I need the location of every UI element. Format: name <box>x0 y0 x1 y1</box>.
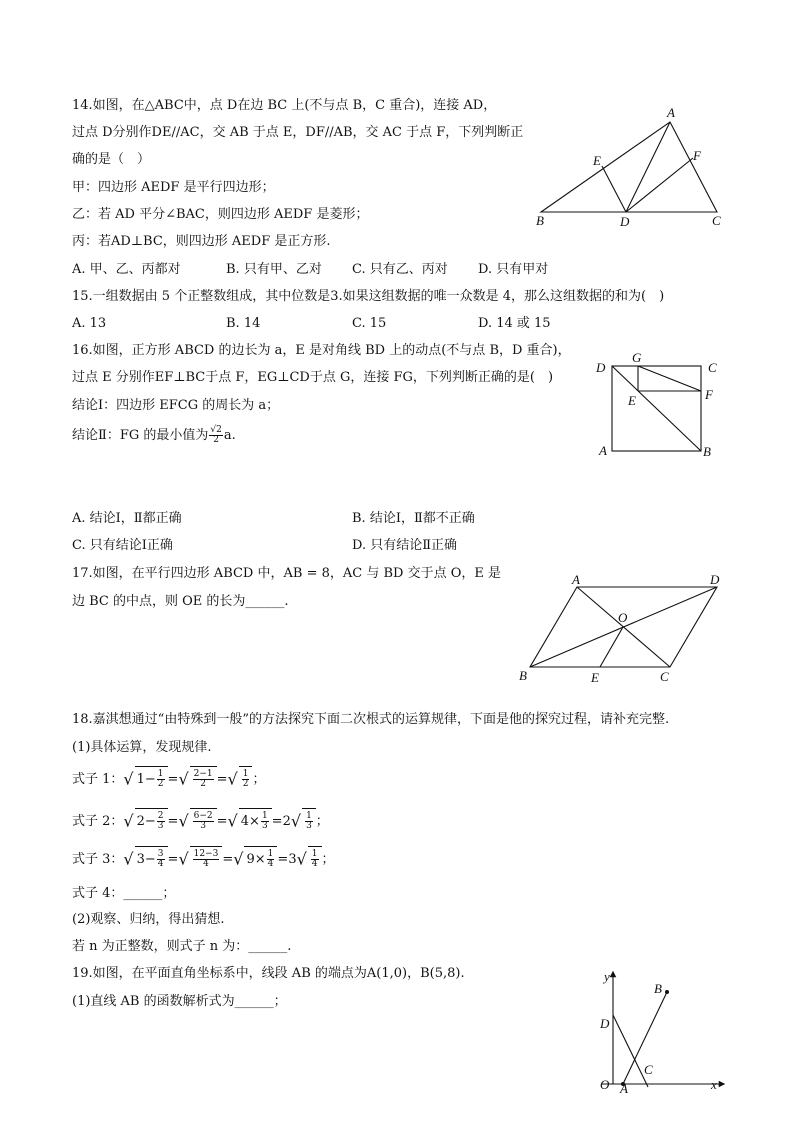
line-dc <box>613 1015 648 1087</box>
label-b: B <box>703 444 711 459</box>
q18-expression-2: 式子 2：√ 2− $\frac{2}{3}$ =√ $\frac{6-2}{3}$ =√ 4× $\frac{1}{3}$ =2√ $\frac{1}{3}$ ； <box>72 808 329 835</box>
q17-line2: 边 BC 的中点，则 OE 的长为______. <box>72 594 289 609</box>
segment-df <box>626 158 693 212</box>
q15-option-a: A. 13 <box>72 316 107 331</box>
q16-option-c: C. 只有结论Ⅰ正确 <box>72 538 173 553</box>
label-e: E <box>593 153 601 168</box>
q18-part2-question: 若 n 为正整数，则式子 n 为：______. <box>72 939 292 954</box>
q16-line2: 过点 E 分别作EF⊥BC于点 F，EG⊥CD于点 G，连接 FG，下列判断正确的是( ) <box>72 370 554 385</box>
label-c: C <box>708 360 717 375</box>
label-c: C <box>644 1062 653 1077</box>
e3-label: 式子 3： <box>72 852 124 867</box>
label-c: C <box>712 213 721 228</box>
diagonal-bd <box>612 366 701 451</box>
label-e: E <box>628 393 636 408</box>
q16-option-b: B. 结论Ⅰ，Ⅱ都不正确 <box>352 511 475 526</box>
diagonal-bd <box>530 587 717 667</box>
label-a: A <box>599 443 607 458</box>
q14-option-c: C. 只有乙、丙对 <box>352 262 448 277</box>
q14-statement-1: 甲：四边形 AEDF 是平行四边形； <box>72 180 275 195</box>
triangle-abc <box>541 122 717 212</box>
label-f: F <box>705 387 713 402</box>
q15-option-d: D. 14 或 15 <box>478 316 551 331</box>
label-x: x <box>711 1077 717 1092</box>
q19-line1: 19.如图，在平面直角坐标系中，线段 AB 的端点为A(1,0)，B(5,8). <box>72 966 465 981</box>
q14-statement-2: 乙：若 AD 平分∠BAC，则四边形 AEDF 是菱形； <box>72 207 369 222</box>
q14-line2: 过点 D分别作DE//AC，交 AB 于点 E，DF//AB，交 AC 于点 F，下列判断正 <box>72 125 524 140</box>
label-e: E <box>591 670 599 685</box>
q19-coordinate-figure <box>590 966 730 1096</box>
point-b <box>665 990 669 994</box>
label-d: D <box>596 360 606 375</box>
label-a: A <box>572 572 580 587</box>
segment-de <box>602 166 626 212</box>
q18-part2: (2)观察、归纳，得出猜想. <box>72 912 225 927</box>
q18-part1: (1)具体运算，发现规律. <box>72 740 212 755</box>
q16-square-figure <box>590 348 730 463</box>
q16-c2-pre: 结论Ⅱ：FG 的最小值为 <box>72 428 209 443</box>
label-f: F <box>693 148 701 163</box>
q15-option-c: C. 15 <box>352 316 387 331</box>
label-o: O <box>600 1077 610 1092</box>
q14-line3: 确的是（ ） <box>72 152 151 167</box>
q16-conclusion-2 <box>72 424 236 448</box>
q16-option-a: A. 结论Ⅰ，Ⅱ都正确 <box>72 511 182 526</box>
q17-line1: 17.如图，在平行四边形 ABCD 中，AB = 8，AC 与 BD 交于点 O，E 是 <box>72 566 501 581</box>
q14-option-b: B. 只有甲、乙对 <box>226 262 322 277</box>
label-d: D <box>710 572 720 587</box>
label-c: C <box>660 669 669 684</box>
segment-fg <box>638 366 701 391</box>
q18-line1: 18.嘉淇想通过“由特殊到一般”的方法探究下面二次根式的运算规律，下面是他的探究过程，请补充完整. <box>72 712 670 727</box>
q18-expression-3: 式子 3：√ 3− $\frac{3}{4}$ =√ $\frac{12-3}{4}$ =√ 9× $\frac{1}{4}$ =3√ $\frac{1}{4}$ ； <box>72 846 335 873</box>
q14-statement-3: 丙：若AD⊥BC，则四边形 AEDF 是正方形. <box>72 234 331 249</box>
label-a: A <box>667 105 675 120</box>
label-b: B <box>536 213 544 228</box>
q16-option-d: D. 只有结论Ⅱ正确 <box>352 538 458 553</box>
q17-parallelogram-figure <box>510 570 730 685</box>
q18-expression-1: 式子 1：√ 1− $\frac{1}{2}$ =√ $\frac{2-1}{2}$ =√ $\frac{1}{2}$ ； <box>72 766 266 793</box>
q16-c2-fraction <box>209 426 222 445</box>
q14-line1: 14.如图，在△ABC中，点 D在边 BC 上(不与点 B，C 重合)，连接 AD， <box>72 98 497 113</box>
q14-option-a: A. 甲、乙、丙都对 <box>72 262 181 277</box>
label-b: B <box>654 981 662 996</box>
e2-label: 式子 2： <box>72 814 124 829</box>
segment-ad <box>626 122 670 212</box>
q16-conclusion-1: 结论Ⅰ：四边形 EFCG 的周长为 a； <box>72 398 280 413</box>
q14-triangle-figure <box>530 100 730 230</box>
q16-c2-num: √2 <box>210 425 222 435</box>
e1-label: 式子 1： <box>72 772 124 787</box>
label-g: G <box>632 350 642 365</box>
q16-c2-post: a. <box>223 428 236 443</box>
segment-oe <box>600 627 623 667</box>
label-b: B <box>519 668 527 683</box>
q15-line1: 15.一组数据由 5 个正整数组成，其中位数是3.如果这组数据的唯一众数是 4，那么这组数据的和为( ) <box>72 289 665 304</box>
q15-option-b: B. 14 <box>226 316 261 331</box>
q19-part1: (1)直线 AB 的函数解析式为______； <box>72 994 287 1009</box>
q18-expression-4: 式子 4：______； <box>72 886 176 901</box>
q14-option-d: D. 只有甲对 <box>478 262 549 277</box>
q16-c2-den: 2 <box>213 435 219 445</box>
label-a: A <box>620 1081 628 1096</box>
label-d: D <box>600 1016 610 1031</box>
q16-line1: 16.如图，正方形 ABCD 的边长为 a，E 是对角线 BD 上的动点(不与点 B，D 重合)， <box>72 343 571 358</box>
label-d: D <box>620 214 630 229</box>
label-o: O <box>618 610 628 625</box>
label-y: y <box>604 969 610 984</box>
